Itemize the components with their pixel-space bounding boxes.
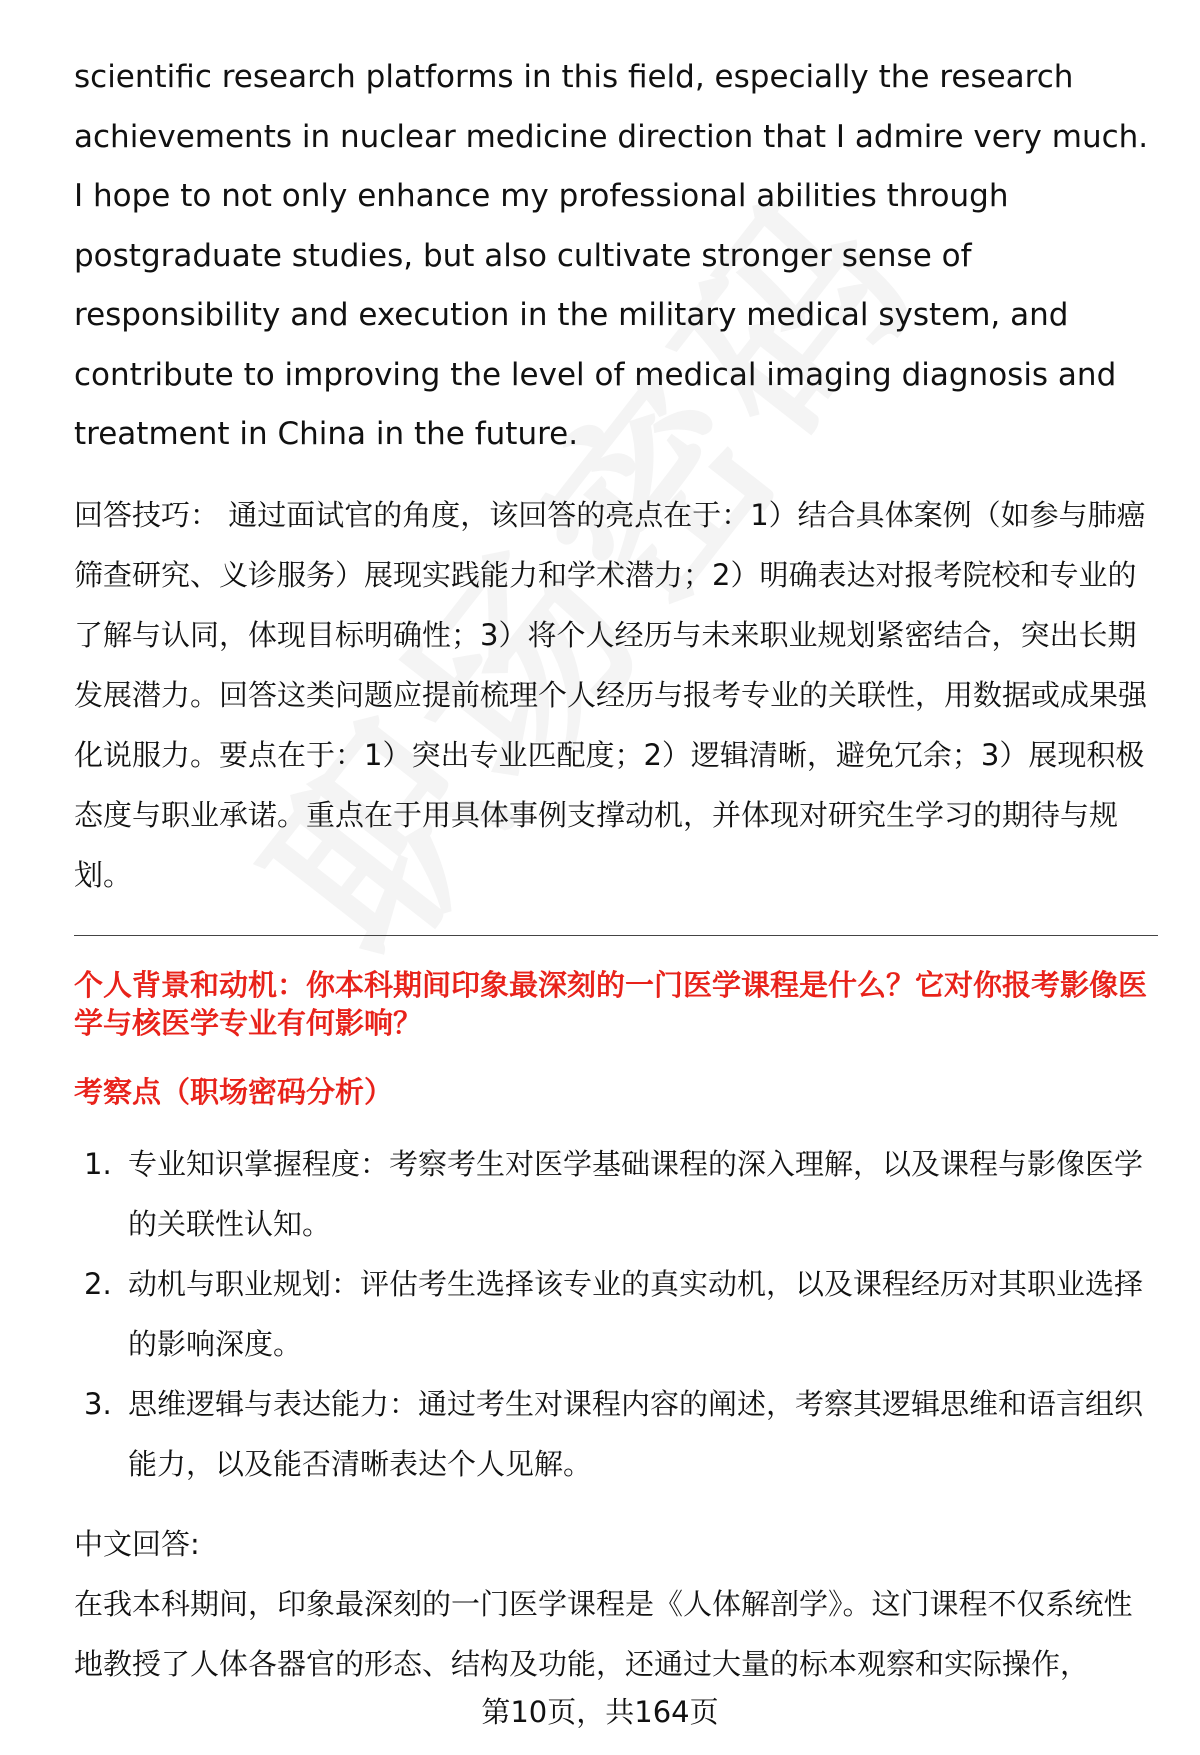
- analysis-point: [74, 1254, 1158, 1374]
- analysis-points-list: [74, 1134, 1158, 1494]
- english-answer-paragraph: scientific research platforms in this field, especially the research achievements in nuclear medicine direction that I admire very much. I hope to not only enhance my professional abilities through postgraduate studies, but also cultivate stronger sense of responsibility and execution in the military medical system, and contribute to improving the level of medical imaging diagnosis and treatment in China in the future.: [74, 59, 1149, 452]
- analysis-point-text: 思维逻辑与表达能力：通过考生对课程内容的阐述，考察其逻辑思维和语言组织能力，以及能否清晰表达个人见解。: [128, 1386, 1144, 1481]
- analysis-point-text: 专业知识掌握程度：考察考生对医学基础课程的深入理解，以及课程与影像医学的关联性认知。: [128, 1146, 1144, 1241]
- page-number-footer: 第10页，共164页: [481, 1695, 719, 1729]
- analysis-point: [74, 1374, 1158, 1494]
- analysis-point: [74, 1134, 1158, 1254]
- section-divider: [74, 935, 1158, 936]
- analysis-point-number: 1.: [84, 1146, 112, 1181]
- chinese-answer-paragraph: 在我本科期间，印象最深刻的一门医学课程是《人体解剖学》。这门课程不仅系统性地教授了人体各器官的形态、结构及功能，还通过大量的标本观察和实际操作，: [74, 1586, 1133, 1681]
- analysis-point-number: 2.: [84, 1266, 112, 1301]
- question-heading: 个人背景和动机：你本科期间印象最深刻的一门医学课程是什么？它对你报考影像医学与核医学专业有何影响？: [74, 967, 1148, 1040]
- answer-tips-paragraph: 回答技巧： 通过面试官的角度，该回答的亮点在于：1）结合具体案例（如参与肺癌筛查研究、义诊服务）展现实践能力和学术潜力；2）明确表达对报考院校和专业的了解与认同，体现目标明确性；3）将个人经历与未来职业规划紧密结合，突出长期发展潜力。回答这类问题应提前梳理个人经历与报考专业的关联性，用数据或成果强化说服力。要点在于：1）突出专业匹配度；2）逻辑清晰，避免冗余；3）展现积极态度与职业承诺。重点在于用具体事例支撑动机，并体现对研究生学习的期待与规划。: [74, 497, 1148, 892]
- analysis-heading: 考察点（职场密码分析）: [74, 1074, 394, 1109]
- page-content: [74, 48, 1158, 1694]
- analysis-point-text: 动机与职业规划：评估考生选择该专业的真实动机，以及课程经历对其职业选择的影响深度。: [128, 1266, 1144, 1361]
- analysis-point-number: 3.: [84, 1386, 112, 1421]
- chinese-answer-label: 中文回答:: [74, 1526, 200, 1561]
